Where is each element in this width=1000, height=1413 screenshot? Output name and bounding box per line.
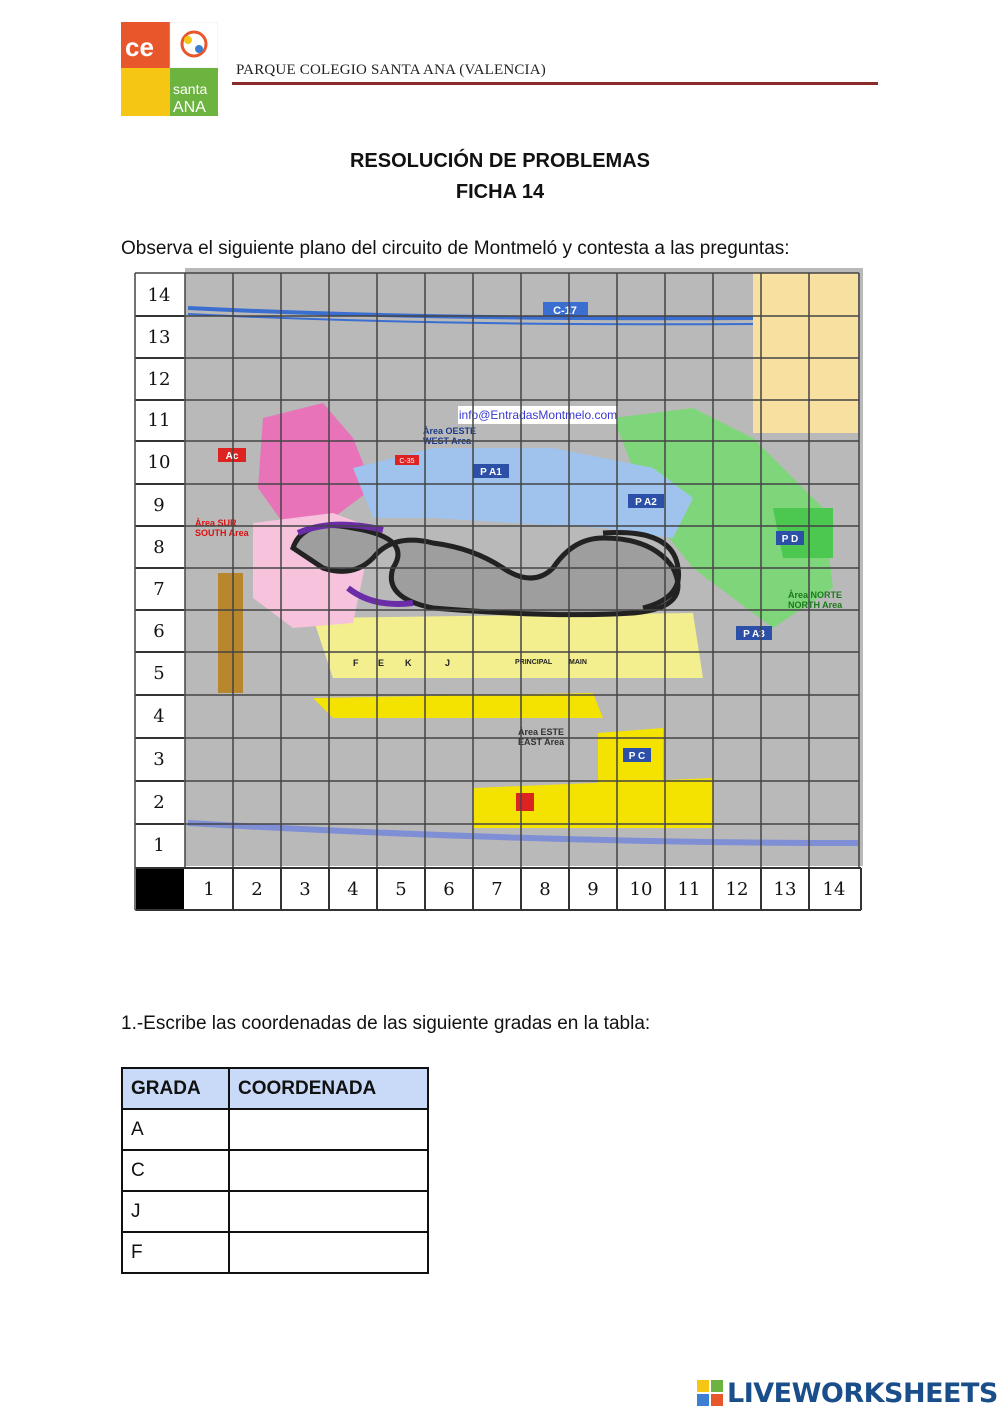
liveworksheets-logo — [697, 1376, 998, 1410]
row-label: 13 — [147, 327, 171, 348]
page-subtitle: FICHA 14 — [455, 181, 545, 203]
circuit-map — [133, 268, 863, 913]
school-name: PARQUE COLEGIO SANTA ANA (VALENCIA) — [236, 62, 546, 78]
column-label: 9 — [587, 879, 599, 900]
row-label: 12 — [147, 369, 171, 390]
road-c17-label: C-17 — [553, 305, 577, 317]
question-1: 1.-Escribe las coordenadas de las siguiente gradas en la tabla: — [121, 1013, 651, 1034]
row-label: 14 — [147, 285, 171, 306]
coordenada-input[interactable] — [229, 1191, 428, 1232]
row-label: 9 — [153, 495, 165, 516]
grada-cell: A — [122, 1109, 229, 1150]
area-oeste-label: Àrea OESTE — [423, 426, 477, 436]
area-west-label: WEST Area — [423, 436, 472, 446]
row-label: 3 — [153, 749, 165, 770]
row-label: 11 — [147, 410, 171, 431]
row-label: 8 — [153, 537, 165, 558]
column-label: 7 — [491, 879, 503, 900]
stand-f-label: F — [353, 658, 359, 668]
row-label: 5 — [153, 663, 165, 684]
logo-santa: santa — [173, 81, 208, 97]
stand-k-label: K — [405, 658, 412, 668]
liveworksheets-icon — [697, 1380, 723, 1406]
school-logo — [121, 22, 218, 116]
logo-ce: ce — [125, 32, 154, 62]
column-label: 14 — [822, 879, 846, 900]
column-label: 13 — [773, 879, 797, 900]
stand-j-label: J — [445, 658, 451, 668]
row-label: 1 — [153, 835, 165, 856]
column-label: 6 — [443, 879, 455, 900]
parking-c-label: P C — [628, 751, 646, 762]
row-label: 4 — [153, 706, 165, 727]
row-label: 7 — [153, 579, 165, 600]
corner-cell — [136, 868, 184, 910]
column-label: 2 — [251, 879, 263, 900]
email-label: info@EntradasMontmelo.com — [458, 408, 618, 422]
answer-table — [121, 1067, 429, 1274]
logo-ana: ANA — [173, 99, 206, 116]
page-title: RESOLUCIÓN DE PROBLEMAS — [349, 150, 651, 172]
row-label: 2 — [153, 792, 165, 813]
area-sur-label: Àrea SUR — [195, 518, 237, 528]
parking-a1-label: P A1 — [480, 467, 502, 478]
column-label: 3 — [299, 879, 311, 900]
coordenada-input[interactable] — [229, 1232, 428, 1273]
ac-label: Ac — [225, 451, 239, 462]
area-south-label: SOUTH Area — [195, 528, 249, 538]
table-row — [122, 1150, 428, 1191]
parking-d-label: P D — [781, 534, 799, 545]
principal-label: PRINCIPAL — [515, 659, 553, 666]
stand-e-label: E — [378, 658, 385, 668]
coordenada-input[interactable] — [229, 1109, 428, 1150]
area-norte-label: Àrea NORTE — [788, 590, 843, 600]
column-header-grada: GRADA — [122, 1068, 229, 1109]
area-north-label: NORTH Area — [788, 600, 843, 610]
table-row — [122, 1232, 428, 1273]
parking-a2-label: P A2 — [635, 497, 657, 508]
header-divider — [232, 82, 878, 85]
row-label: 10 — [147, 452, 171, 473]
table-row — [122, 1191, 428, 1232]
grada-cell: J — [122, 1191, 229, 1232]
column-label: 8 — [539, 879, 551, 900]
column-label: 1 — [203, 879, 215, 900]
column-label: 4 — [347, 879, 359, 900]
liveworksheets-wordmark: LIVEWORKSHEETS — [727, 1377, 998, 1409]
column-label: 10 — [629, 879, 653, 900]
column-header-coordenada: COORDENADA — [229, 1068, 428, 1109]
coordenada-input[interactable] — [229, 1150, 428, 1191]
table-header-row — [122, 1068, 428, 1109]
road-c35-label: C-35 — [399, 458, 415, 465]
main-label: MAIN — [569, 659, 587, 666]
table-row — [122, 1109, 428, 1150]
grada-cell: C — [122, 1150, 229, 1191]
intro-text: Observa el siguiente plano del circuito de Montmeló y contesta a las preguntas: — [121, 238, 790, 259]
parking-a3-label: P A3 — [743, 629, 765, 640]
column-label: 11 — [677, 879, 701, 900]
area-east-label: EAST Area — [518, 737, 565, 747]
row-label: 6 — [153, 621, 165, 642]
column-label: 12 — [725, 879, 749, 900]
column-label: 5 — [395, 879, 407, 900]
area-este-label: Àrea ESTE — [518, 727, 565, 737]
grada-cell: F — [122, 1232, 229, 1273]
